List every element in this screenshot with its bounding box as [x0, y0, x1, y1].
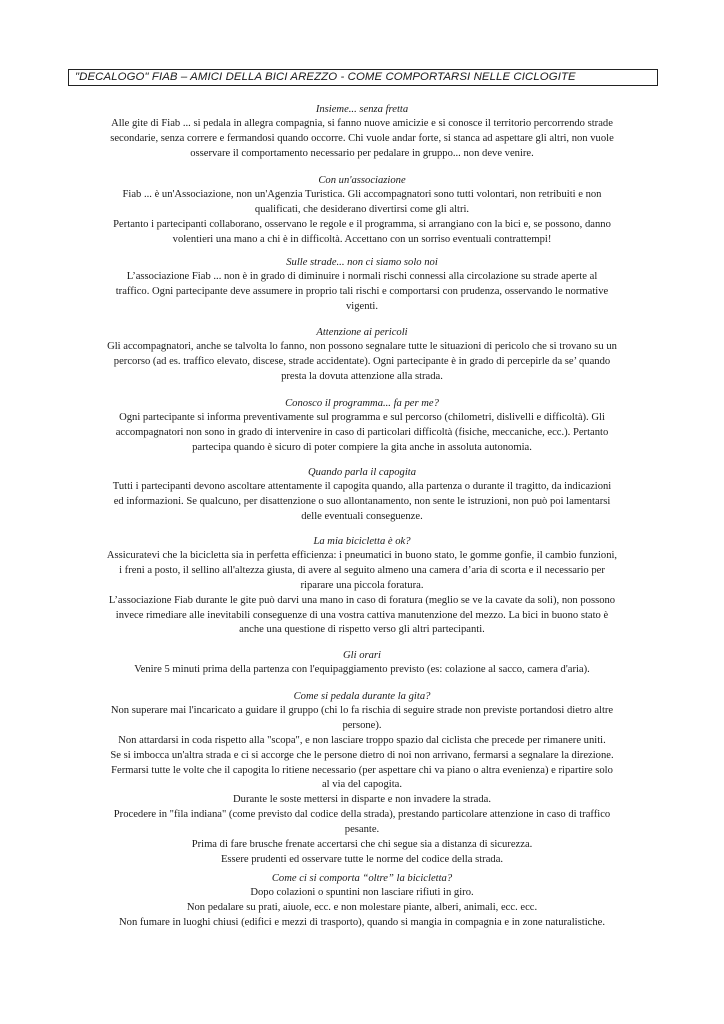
paragraph-line: presta la dovuta attenzione alla strada.	[281, 370, 443, 382]
paragraph-line: Fiab ... è un'Associazione, non un'Agenzia Turistica. Gli accompagnatori sono tutti volontari, non retribuiti e non	[122, 189, 602, 200]
paragraph-line: secondarie, senza correre e fermandosi quando occorre. Chi vuole andar forte, si stanca ad aspettare gli altri, non vuole	[110, 132, 614, 144]
paragraph-line: Non attardarsi in coda rispetto alla "scopa", e non lasciare troppo spazio dal ciclista che precede per rimanere uniti.	[118, 734, 606, 746]
paragraph-line: partecipa quando è sicuro di poter compiere la gita anche in assoluta autonomia.	[192, 441, 532, 453]
paragraph-line: Essere prudenti ed osservare tutte le norme del codice della strada.	[220, 853, 504, 865]
section-title: Come si pedala durante la gita?	[293, 691, 431, 702]
paragraph-line: traffico. Ogni partecipante deve assumere in proprio tali rischi e comportarsi con prudenza, osservando le normative	[115, 285, 609, 297]
section	[58, 872, 666, 931]
section	[58, 690, 666, 868]
paragraph-line: anche una questione di rispetto verso gli altri partecipanti.	[239, 624, 485, 636]
paragraph-line: ed informazioni. Se qualcuno, per disattenzione o suo allontanamento, non sente le istruzioni, non può poi lamentarsi	[113, 495, 611, 507]
section-title: Sulle strade... non ci siamo solo noi	[286, 257, 438, 268]
paragraph-line: Venire 5 minuti prima della partenza con l'equipaggiamento previsto (es: colazione al sacco, camera d'aria).	[134, 664, 590, 675]
paragraph-line: Pertanto i partecipanti collaborano, osservano le regole e il programma, si arrangiano con la bici e, se possono, danno	[113, 218, 611, 230]
paragraph-line: persone).	[342, 719, 382, 731]
paragraph-line: Alle gite di Fiab ... si pedala in allegra compagnia, si fanno nuove amicizie e si conosce il territorio percorrendo strade	[111, 118, 613, 129]
section	[58, 466, 666, 525]
paragraph-line: osservare il comportamento necessario per pedalare in gruppo... non deve venire.	[190, 147, 534, 159]
paragraph-line: Assicuratevi che la bicicletta sia in perfetta efficienza: i pneumatici in buono stato, le gomme gonfie, il cambio funzioni,	[106, 550, 618, 561]
section-title: Con un'associazione	[318, 175, 406, 186]
paragraph-line: Gli accompagnatori, anche se talvolta lo fanno, non possono segnalare tutte le situazioni di pericolo che si trovano su un	[107, 341, 617, 352]
section-title: La mia bicicletta è ok?	[313, 536, 411, 547]
paragraph-line: L’associazione Fiab ... non è in grado di diminuire i normali rischi connessi alla circolazione su strade aperte al	[126, 271, 598, 282]
paragraph-line: Se si imbocca un'altra strada e ci si accorge che le persone dietro di noi non arrivano, fermarsi a segnalare la direzione.	[110, 749, 614, 761]
section-title: Gli orari	[343, 650, 381, 661]
section	[58, 535, 666, 638]
paragraph-line: qualificati, che desiderano divertirsi come gli altri.	[254, 203, 470, 215]
paragraph-line: Dopo colazioni o spuntini non lasciare rifiuti in giro.	[250, 887, 474, 898]
section-title: Quando parla il capogita	[308, 467, 416, 478]
section	[58, 649, 666, 678]
section	[58, 326, 666, 385]
section	[58, 256, 666, 315]
paragraph-line: al via del capogita.	[321, 779, 402, 791]
paragraph-line: vigenti.	[345, 300, 379, 312]
title-box	[68, 69, 658, 86]
paragraph-line: Prima di fare brusche frenate accertarsi che chi segue sia a distanza di sicurezza.	[191, 839, 533, 851]
paragraph-line: i freni a posto, il sellino all'altezza giusta, di avere al seguito almeno una camera d’aria di scorta e il necessario per	[119, 564, 605, 576]
paragraph-line: delle eventuali conseguenze.	[301, 510, 423, 522]
paragraph-line: invece rimediare alle inevitabili conseguenze di una vostra cattiva manutenzione del mezzo. La bici in buono stato è	[115, 609, 609, 621]
paragraph-line: accompagnatori non sono in grado di intervenire in caso di particolari difficoltà (fisiche, meccaniche, ecc.). Pertanto	[115, 426, 609, 438]
document-title: "DECALOGO" FIAB – AMICI DELLA BICI AREZZO - COME COMPORTARSI NELLE CICLOGITE	[75, 71, 576, 83]
paragraph-line: Non fumare in luoghi chiusi (edifici e mezzi di trasporto), quando si mangia in compagnia e in zone naturalistiche.	[119, 916, 605, 928]
section-title: Attenzione ai pericoli	[316, 327, 408, 338]
section-title: Conosco il programma... fa per me?	[285, 398, 439, 409]
paragraph-line: volentieri una mano a chi è in difficoltà. Accettano con un sorriso eventuali contrattempi!	[172, 233, 552, 245]
paragraph-line: Durante le soste mettersi in disparte e non invadere la strada.	[233, 794, 491, 806]
paragraph-line: L’associazione Fiab durante le gite può darvi una mano in caso di foratura (meglio se ve la cavate da soli), non possono	[108, 594, 616, 606]
section	[58, 174, 666, 248]
paragraph-line: Non pedalare su prati, aiuole, ecc. e non molestare piante, alberi, animali, ecc. ecc.	[186, 901, 538, 913]
paragraph-line: Ogni partecipante si informa preventivamente sul programma e sul percorso (chilometri, dislivelli e difficoltà). Gli	[119, 412, 605, 423]
paragraph-line: percorso (ad es. traffico elevato, discese, strade accidentate). Ogni partecipante è in grado di percepirle da se’ quando	[113, 355, 611, 367]
paragraph-line: Procedere in "fila indiana" (come previsto dal codice della strada), prestando particolare attenzione in caso di traffico	[113, 809, 611, 821]
section-title: Come ci si comporta “oltre” la bicicletta?	[271, 873, 453, 884]
section	[58, 103, 666, 162]
section	[58, 397, 666, 456]
paragraph-line: Fermarsi tutte le volte che il capogita lo ritiene necessario (per aspettare chi va piano o altra evenienza) e ripartire solo	[111, 764, 613, 776]
paragraph-line: riparare una piccola foratura.	[300, 579, 424, 591]
section-title: Insieme... senza fretta	[315, 104, 409, 115]
paragraph-line: pesante.	[344, 824, 380, 836]
paragraph-line: Non superare mai l'incaricato a guidare il gruppo (chi lo fa rischia di seguire strade non previste portandosi dietro altre	[110, 705, 614, 716]
paragraph-line: Tutti i partecipanti devono ascoltare attentamente il capogita quando, alla partenza o durante il tragitto, da indicazioni	[112, 481, 612, 492]
